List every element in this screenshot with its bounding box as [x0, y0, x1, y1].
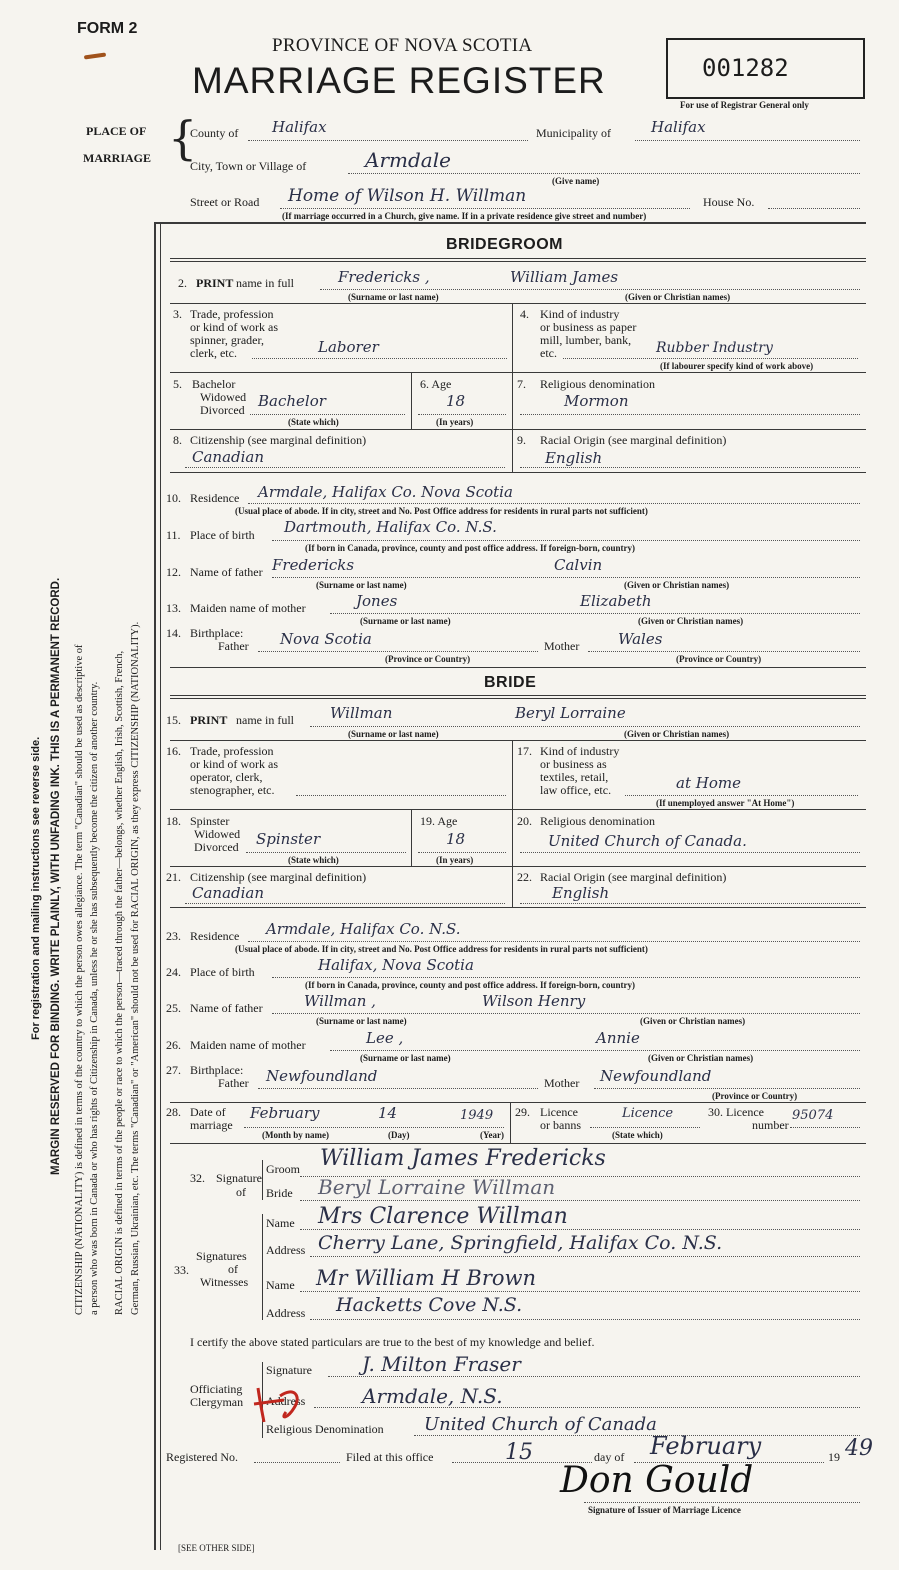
religion-label: Religious denomination [540, 814, 655, 828]
definition-line-4: German, Russian, Ukrainian, etc. The terms "Canadian" or "American" should not be used for RACIAL ORIGIN, as they express CITIZENSHIP (NATIONALITY). [130, 621, 141, 1315]
date-label: Date of [190, 1105, 226, 1119]
marriage-day: 14 [378, 1104, 398, 1122]
bride-given-names: Beryl Lorraine [515, 704, 626, 722]
licence-number-label: number [752, 1118, 789, 1132]
citizenship-label: Citizenship (see marginal definition) [190, 870, 367, 884]
clergy-address: Armdale, N.S. [362, 1384, 503, 1408]
groom-mother-surname: Jones [356, 592, 398, 610]
clergy-address-label: Address [266, 1394, 306, 1408]
age-label: 19. Age [420, 814, 458, 828]
mother-label: Mother [544, 639, 580, 653]
field-number: 4. [520, 307, 529, 321]
issuer-caption: Signature of Issuer of Marriage Licence [588, 1505, 741, 1515]
year-prefix: 19 [828, 1450, 840, 1464]
in-years-caption: (In years) [436, 417, 474, 427]
page-title: MARRIAGE REGISTER [192, 60, 606, 101]
trade-label-line: or kind of work as [190, 320, 278, 334]
groom-given-names: William James [510, 268, 619, 286]
field-number: 21. [166, 870, 181, 884]
witnesses-label: Signatures [196, 1249, 247, 1263]
register-number: 001282 [702, 54, 789, 82]
field-number: 15. [166, 713, 181, 727]
register-number-box [666, 38, 865, 99]
witness-address-label: Address [266, 1306, 306, 1320]
field-number: 23. [166, 929, 181, 943]
witness-2-address: Hacketts Cove N.S. [336, 1294, 523, 1316]
field-number: 17. [517, 744, 532, 758]
bride-father-given: Wilson Henry [482, 992, 586, 1010]
surname-caption: (Surname or last name) [360, 616, 451, 626]
racial-origin-label: Racial Origin (see marginal definition) [540, 433, 727, 447]
groom-mother-given: Elizabeth [580, 592, 652, 610]
witness-1-name: Mrs Clarence Willman [318, 1204, 568, 1229]
marriage-month: February [250, 1104, 320, 1122]
status-option: Widowed [200, 390, 247, 404]
groom-father-surname: Fredericks [272, 556, 355, 574]
municipality-value: Halifax [651, 118, 706, 136]
birthplace-label: Birthplace: [190, 1063, 244, 1077]
field-number: 8. [173, 433, 182, 447]
bride-religion: United Church of Canada. [548, 832, 747, 850]
clergy-signature-label: Signature [266, 1363, 312, 1377]
bride-birthplace: Halifax, Nova Scotia [318, 956, 474, 974]
place-brace: { [168, 111, 198, 165]
given-caption: (Given or Christian names) [625, 292, 731, 302]
field-number: 5. [173, 377, 182, 391]
industry-note: (If labourer specify kind of work above) [660, 361, 814, 371]
field-number: 13. [166, 601, 181, 615]
trade-label-line: Trade, profession [190, 744, 274, 758]
groom-father-birthplace: Nova Scotia [280, 630, 372, 648]
province-caption: (Province or Country) [385, 654, 471, 664]
signature-label: of [236, 1185, 246, 1199]
bride-industry: at Home [676, 774, 741, 792]
form-left-border [154, 222, 156, 1550]
clergy-denomination-label: Religious Denomination [266, 1422, 384, 1436]
bridegroom-heading: BRIDEGROOM [446, 236, 563, 253]
industry-label-line: or business as paper [540, 320, 637, 334]
bride-heading: BRIDE [484, 674, 537, 691]
bride-surname: Willman [330, 704, 393, 722]
state-which-caption: (State which) [288, 417, 339, 427]
birthplace-note: (If born in Canada, province, county and post office address. If foreign-born, country) [305, 980, 636, 990]
trade-label-line: or kind of work as [190, 757, 278, 771]
bride-father-birthplace: Newfoundland [266, 1067, 378, 1085]
registered-no-label: Registered No. [166, 1450, 238, 1464]
field-number: 16. [166, 744, 181, 758]
groom-birthplace: Dartmouth, Halifax Co. N.S. [284, 518, 497, 536]
surname-caption: (Surname or last name) [348, 292, 439, 302]
trade-label-line: spinner, grader, [190, 333, 265, 347]
mother-maiden-label: Maiden name of mother [190, 1038, 306, 1052]
groom-surname: Fredericks , [338, 268, 430, 286]
red-ink-mark [250, 1378, 330, 1428]
licence-or-banns: Licence [622, 1106, 674, 1121]
bride-age: 18 [446, 830, 466, 848]
bride-residence: Armdale, Halifax Co. N.S. [266, 920, 461, 938]
province-heading: PROVINCE OF NOVA SCOTIA [272, 35, 533, 56]
margin-note-1: For registration and mailing instructions see reverse side. [30, 736, 42, 1040]
definition-line-3: RACIAL ORIGIN is defined in terms of the people or race to which the person—traced through the father—belongs, whether English, Irish, Scottish, French, [114, 650, 125, 1315]
birthplace-note: (If born in Canada, province, county and post office address. If foreign-born, country) [305, 543, 636, 553]
field-number: 7. [517, 377, 526, 391]
witness-name-label: Name [266, 1278, 295, 1292]
groom-label: Groom [266, 1162, 300, 1176]
name-in-full-label: name in full [236, 713, 294, 727]
field-number: 2. [178, 276, 187, 290]
status-option: Spinster [190, 814, 230, 828]
field-number: 28. [166, 1105, 181, 1119]
filed-day: 15 [505, 1440, 533, 1465]
status-option: Divorced [200, 403, 245, 417]
filed-year: 49 [845, 1436, 873, 1461]
bride-citizenship: Canadian [192, 884, 265, 902]
county-label: County of [190, 126, 239, 140]
print-label: PRINT [190, 713, 228, 727]
field-number: 27. [166, 1063, 181, 1077]
witness-address-label: Address [266, 1243, 306, 1257]
mother-maiden-label: Maiden name of mother [190, 601, 306, 615]
trade-label-line: clerk, etc. [190, 346, 237, 360]
date-label: marriage [190, 1118, 233, 1132]
groom-age: 18 [446, 392, 466, 410]
margin-note-2: MARGIN RESERVED FOR BINDING. WRITE PLAINLY, WITH UNFADING INK. THIS IS A PERMANENT RECORD. [50, 577, 62, 1175]
licence-label: Licence [540, 1105, 578, 1119]
industry-label-line: law office, etc. [540, 783, 612, 797]
given-caption: (Given or Christian names) [640, 1016, 746, 1026]
street-label: Street or Road [190, 195, 260, 209]
bride-status: Spinster [256, 830, 321, 848]
groom-trade: Laborer [318, 338, 379, 356]
unemployed-note: (If unemployed answer "At Home") [656, 798, 795, 808]
ink-smudge [84, 52, 106, 59]
clergyman-label: Clergyman [190, 1395, 244, 1409]
witness-2-name: Mr William H Brown [316, 1266, 537, 1290]
status-option: Bachelor [192, 377, 236, 391]
industry-label-line: Kind of industry [540, 307, 620, 321]
see-other-side: [SEE OTHER SIDE] [178, 1543, 255, 1553]
given-caption: (Given or Christian names) [624, 580, 730, 590]
bride-mother-birthplace: Newfoundland [600, 1067, 712, 1085]
residence-note: (Usual place of abode. If in city, street and No. Post Office address for residents in rural parts not sufficient) [235, 506, 648, 516]
surname-caption: (Surname or last name) [348, 729, 439, 739]
industry-label-line: Kind of industry [540, 744, 620, 758]
industry-label-line: mill, lumber, bank, [540, 333, 632, 347]
place-of-birth-label: Place of birth [190, 965, 255, 979]
filed-month: February [650, 1432, 762, 1460]
field-number: 3. [173, 307, 182, 321]
registrar-note: For use of Registrar General only [680, 100, 809, 110]
certification-text: I certify the above stated particulars are true to the best of my knowledge and belief. [190, 1335, 595, 1349]
witnesses-label: Witnesses [200, 1275, 249, 1289]
groom-signature: William James Fredericks [320, 1146, 606, 1171]
field-number: 10. [166, 491, 181, 505]
field-number: 29. [515, 1105, 530, 1119]
surname-caption: (Surname or last name) [316, 1016, 407, 1026]
industry-label-line: etc. [540, 346, 557, 360]
groom-residence: Armdale, Halifax Co. Nova Scotia [258, 483, 513, 501]
day-of-label: day of [594, 1450, 625, 1464]
groom-religion: Mormon [564, 392, 629, 410]
residence-note: (Usual place of abode. If in city, street and No. Post Office address for residents in rural parts not sufficient) [235, 944, 648, 954]
citizenship-label: Citizenship (see marginal definition) [190, 433, 367, 447]
licence-label: or banns [540, 1118, 581, 1132]
municipality-label: Municipality of [536, 126, 611, 140]
given-caption: (Given or Christian names) [638, 616, 744, 626]
bride-signature: Beryl Lorraine Willman [318, 1175, 556, 1199]
witness-1-address: Cherry Lane, Springfield, Halifax Co. N.S. [318, 1232, 723, 1254]
birthplace-label: Birthplace: [190, 626, 244, 640]
print-label: PRINT [196, 276, 234, 290]
trade-label-line: Trade, profession [190, 307, 274, 321]
field-number: 25. [166, 1001, 181, 1015]
field-number: 9. [517, 433, 526, 447]
given-caption: (Given or Christian names) [624, 729, 730, 739]
issuer-signature: Don Gould [560, 1460, 754, 1501]
province-caption: (Province or Country) [712, 1091, 798, 1101]
licence-number-label: 30. Licence [708, 1105, 764, 1119]
groom-industry: Rubber Industry [656, 340, 773, 356]
father-name-label: Name of father [190, 565, 263, 579]
month-caption: (Month by name) [262, 1130, 329, 1140]
city-value: Armdale [365, 148, 451, 172]
clergy-signature: J. Milton Fraser [362, 1352, 521, 1376]
bride-father-surname: Willman , [304, 992, 376, 1010]
trade-label-line: operator, clerk, [190, 770, 263, 784]
racial-origin-label: Racial Origin (see marginal definition) [540, 870, 727, 884]
witness-name-label: Name [266, 1216, 295, 1230]
industry-label-line: or business as [540, 757, 607, 771]
filed-label: Filed at this office [346, 1450, 434, 1464]
place-of-birth-label: Place of birth [190, 528, 255, 542]
street-value: Home of Wilson H. Willman [288, 186, 527, 206]
father-label: Father [218, 1076, 249, 1090]
industry-label-line: textiles, retail, [540, 770, 609, 784]
bride-racial-origin: English [552, 884, 610, 902]
field-number: 33. [174, 1263, 189, 1277]
clergy-denomination: United Church of Canada [424, 1414, 657, 1435]
residence-label: Residence [190, 491, 240, 505]
name-in-full-label: name in full [236, 276, 294, 290]
witnesses-label: of [228, 1262, 238, 1276]
form-label: FORM 2 [77, 20, 138, 37]
signature-label: Signature [216, 1171, 262, 1185]
field-number: 18. [166, 814, 181, 828]
field-number: 26. [166, 1038, 181, 1052]
field-number: 11. [166, 528, 181, 542]
field-number: 12. [166, 565, 181, 579]
give-name-caption: (Give name) [552, 176, 600, 186]
house-label: House No. [703, 195, 755, 209]
residence-label: Residence [190, 929, 240, 943]
field-number: 24. [166, 965, 181, 979]
father-label: Father [218, 639, 249, 653]
form-top-border [154, 222, 866, 224]
field-number: 14. [166, 626, 181, 640]
marriage-year: 1949 [460, 1108, 494, 1123]
surname-caption: (Surname or last name) [360, 1053, 451, 1063]
given-caption: (Given or Christian names) [648, 1053, 754, 1063]
father-name-label: Name of father [190, 1001, 263, 1015]
surname-caption: (Surname or last name) [316, 580, 407, 590]
field-number: 32. [190, 1171, 205, 1185]
marriage-label: MARRIAGE [83, 151, 151, 165]
in-years-caption: (In years) [436, 855, 474, 865]
place-of-label: PLACE OF [86, 124, 147, 138]
definition-line-1: CITIZENSHIP (NATIONALITY) is defined in terms of the country to which the person owes allegiance. The term "Canadian" should be used as descriptive of [74, 644, 85, 1315]
groom-status: Bachelor [258, 392, 326, 410]
province-caption: (Province or Country) [676, 654, 762, 664]
age-label: 6. Age [420, 377, 452, 391]
groom-mother-birthplace: Wales [618, 630, 663, 648]
definition-line-2: a person who was born in Canada or who has rights of Citizenship in Canada, unless he or she has subsequently become the citizen of another country. [89, 681, 100, 1315]
religion-label: Religious denomination [540, 377, 655, 391]
state-which-caption: (State which) [612, 1130, 663, 1140]
bride-mother-surname: Lee , [366, 1029, 404, 1047]
field-number: 22. [517, 870, 532, 884]
day-caption: (Day) [388, 1130, 410, 1140]
city-label: City, Town or Village of [190, 159, 307, 173]
bride-mother-given: Annie [596, 1029, 640, 1047]
officiating-label: Officiating [190, 1382, 243, 1396]
status-option: Widowed [194, 827, 241, 841]
street-note: (If marriage occurred in a Church, give name. If in a private residence give street and number) [282, 211, 647, 221]
trade-label-line: stenographer, etc. [190, 783, 275, 797]
groom-citizenship: Canadian [192, 448, 265, 466]
groom-racial-origin: English [545, 449, 603, 467]
field-number: 20. [517, 814, 532, 828]
status-option: Divorced [194, 840, 239, 854]
bride-label: Bride [266, 1186, 293, 1200]
county-value: Halifax [272, 118, 327, 136]
state-which-caption: (State which) [288, 855, 339, 865]
year-caption: (Year) [480, 1130, 504, 1140]
mother-label: Mother [544, 1076, 580, 1090]
licence-number: 95074 [792, 1108, 834, 1123]
groom-father-given: Calvin [554, 556, 603, 574]
